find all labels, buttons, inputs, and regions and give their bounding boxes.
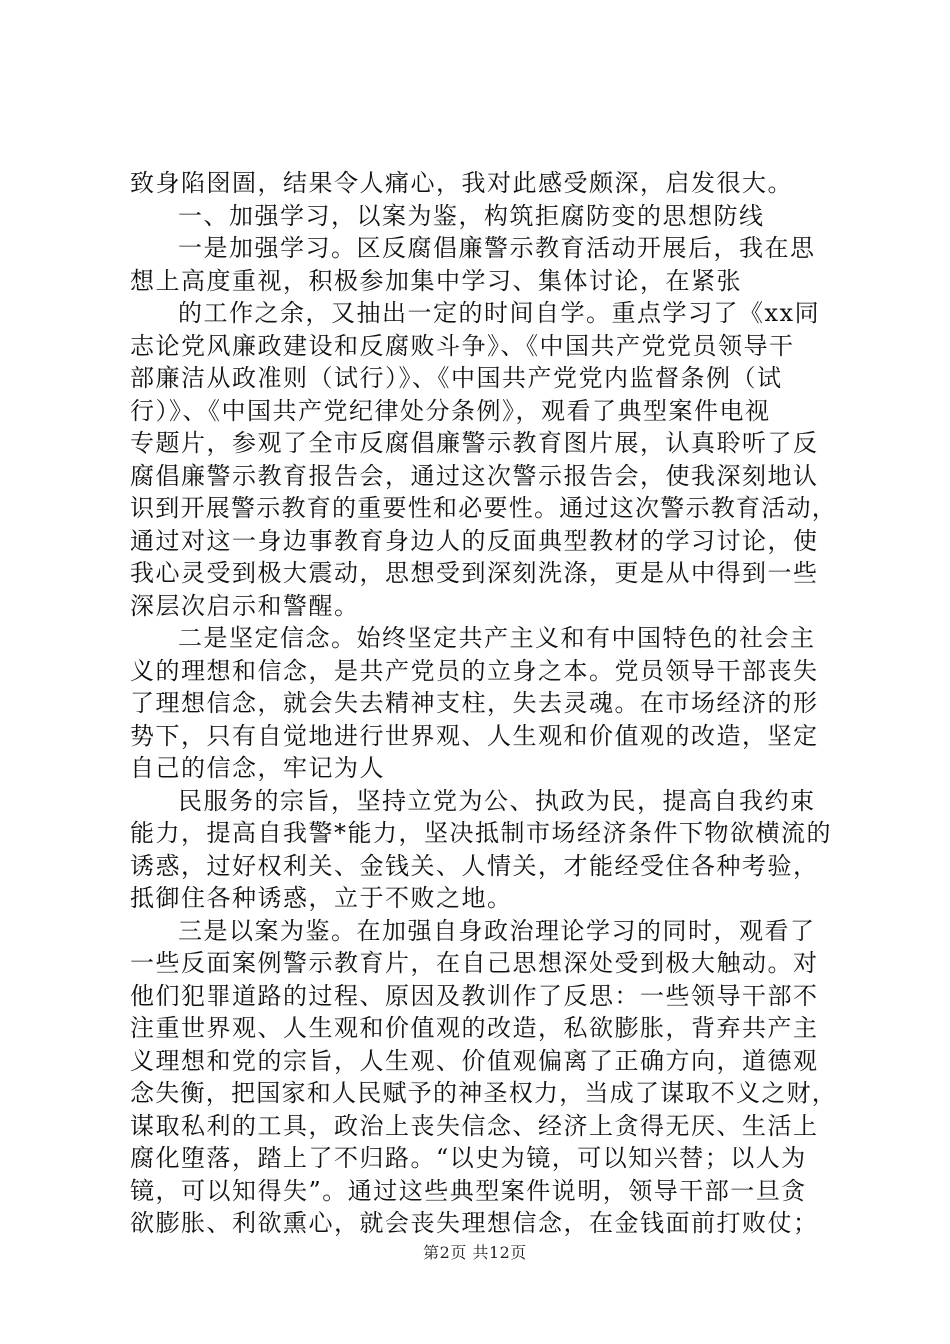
- text-line: 镜，可以知得失”。通过这些典型案件说明，领导干部一旦贪: [130, 1176, 807, 1205]
- text-line: 想上高度重视，积极参加集中学习、集体讨论，在紧张: [130, 266, 742, 295]
- text-line: 志论党风廉政建设和反腐败斗争》、《中国共产党党员领导干: [130, 331, 795, 360]
- text-line: 能力，提高自我警*能力，坚决抵制市场经济条件下物欲横流的: [130, 819, 832, 847]
- text-line: 我心灵受到极大震动，思想受到深刻洗涤，更是从中得到一些: [130, 559, 819, 587]
- text-line: 通过对这一身边事教育身边人的反面典型教材的学习讨论，使: [130, 526, 819, 555]
- page-footer: 第2页 共12页: [423, 1243, 527, 1262]
- text-line: 他们犯罪道路的过程、原因及教训作了反思：一些领导干部不: [130, 981, 819, 1010]
- text-line: 一些反面案例警示教育片，在自己思想深处受到极大触动。对: [130, 949, 819, 977]
- text-line: 民服务的宗旨，坚持立党为公、执政为民，提高自我约束: [178, 786, 816, 815]
- text-line: 三是以案为鉴。在加强自身政治理论学习的同时，观看了: [178, 916, 816, 945]
- text-line: 二是坚定信念。始终坚定共产主义和有中国特色的社会主: [178, 624, 816, 652]
- text-line: 义的理想和信念，是共产党员的立身之本。党员领导干部丧失: [130, 656, 819, 685]
- text-line: 谋取私利的工具，政治上丧失信念、经济上贪得无厌、生活上: [130, 1111, 819, 1140]
- text-line: 势下，只有自觉地进行世界观、人生观和价值观的改造，坚定: [130, 721, 819, 750]
- text-line: 注重世界观、人生观和价值观的改造，私欲膨胀，背弃共产主: [130, 1014, 819, 1042]
- text-line: 的工作之余，又抽出一定的时间自学。重点学习了《xx同: [178, 299, 821, 327]
- text-line: 腐倡廉警示教育报告会，通过这次警示报告会，使我深刻地认: [130, 461, 819, 490]
- text-line: 义理想和党的宗旨，人生观、价值观偏离了正确方向，道德观: [130, 1046, 819, 1075]
- text-line: 自己的信念，牢记为人: [130, 754, 385, 782]
- text-line: 腐化堕落，踏上了不归路。“以史为镜，可以知兴替；以人为: [130, 1144, 807, 1172]
- text-line: 深层次启示和警醒。: [130, 591, 360, 620]
- text-line: 念失衡，把国家和人民赋予的神圣权力，当成了谋取不义之财，: [130, 1079, 837, 1107]
- body-text: [130, 167, 842, 1240]
- text-line: 欲膨胀、利欲熏心，就会丧失理想信念，在金钱面前打败仗；: [130, 1209, 819, 1237]
- text-line: 一、加强学习，以案为鉴，构筑拒腐防变的思想防线: [178, 201, 765, 230]
- text-line: 部廉洁从政准则（试行）》、《中国共产党党内监督条例（试: [130, 364, 783, 392]
- text-line: 识到开展警示教育的重要性和必要性。通过这次警示教育活动，: [130, 494, 837, 522]
- text-line: 一是加强学习。区反腐倡廉警示教育活动开展后，我在思: [178, 234, 816, 262]
- text-line: 了理想信念，就会失去精神支柱，失去灵魂。在市场经济的形: [130, 689, 819, 717]
- text-line: 诱惑，过好权利关、金钱关、人情关，才能经受住各种考验，: [130, 851, 819, 880]
- text-line: 抵御住各种诱惑，立于不败之地。: [130, 884, 513, 912]
- text-line: 专题片，参观了全市反腐倡廉警示教育图片展，认真聆听了反: [130, 429, 819, 457]
- text-line: 行）》、《中国共产党纪律处分条例》，观看了典型案件电视: [130, 396, 771, 425]
- text-line: 致身陷囹圄，结果令人痛心，我对此感受颇深，启发很大。: [130, 169, 793, 197]
